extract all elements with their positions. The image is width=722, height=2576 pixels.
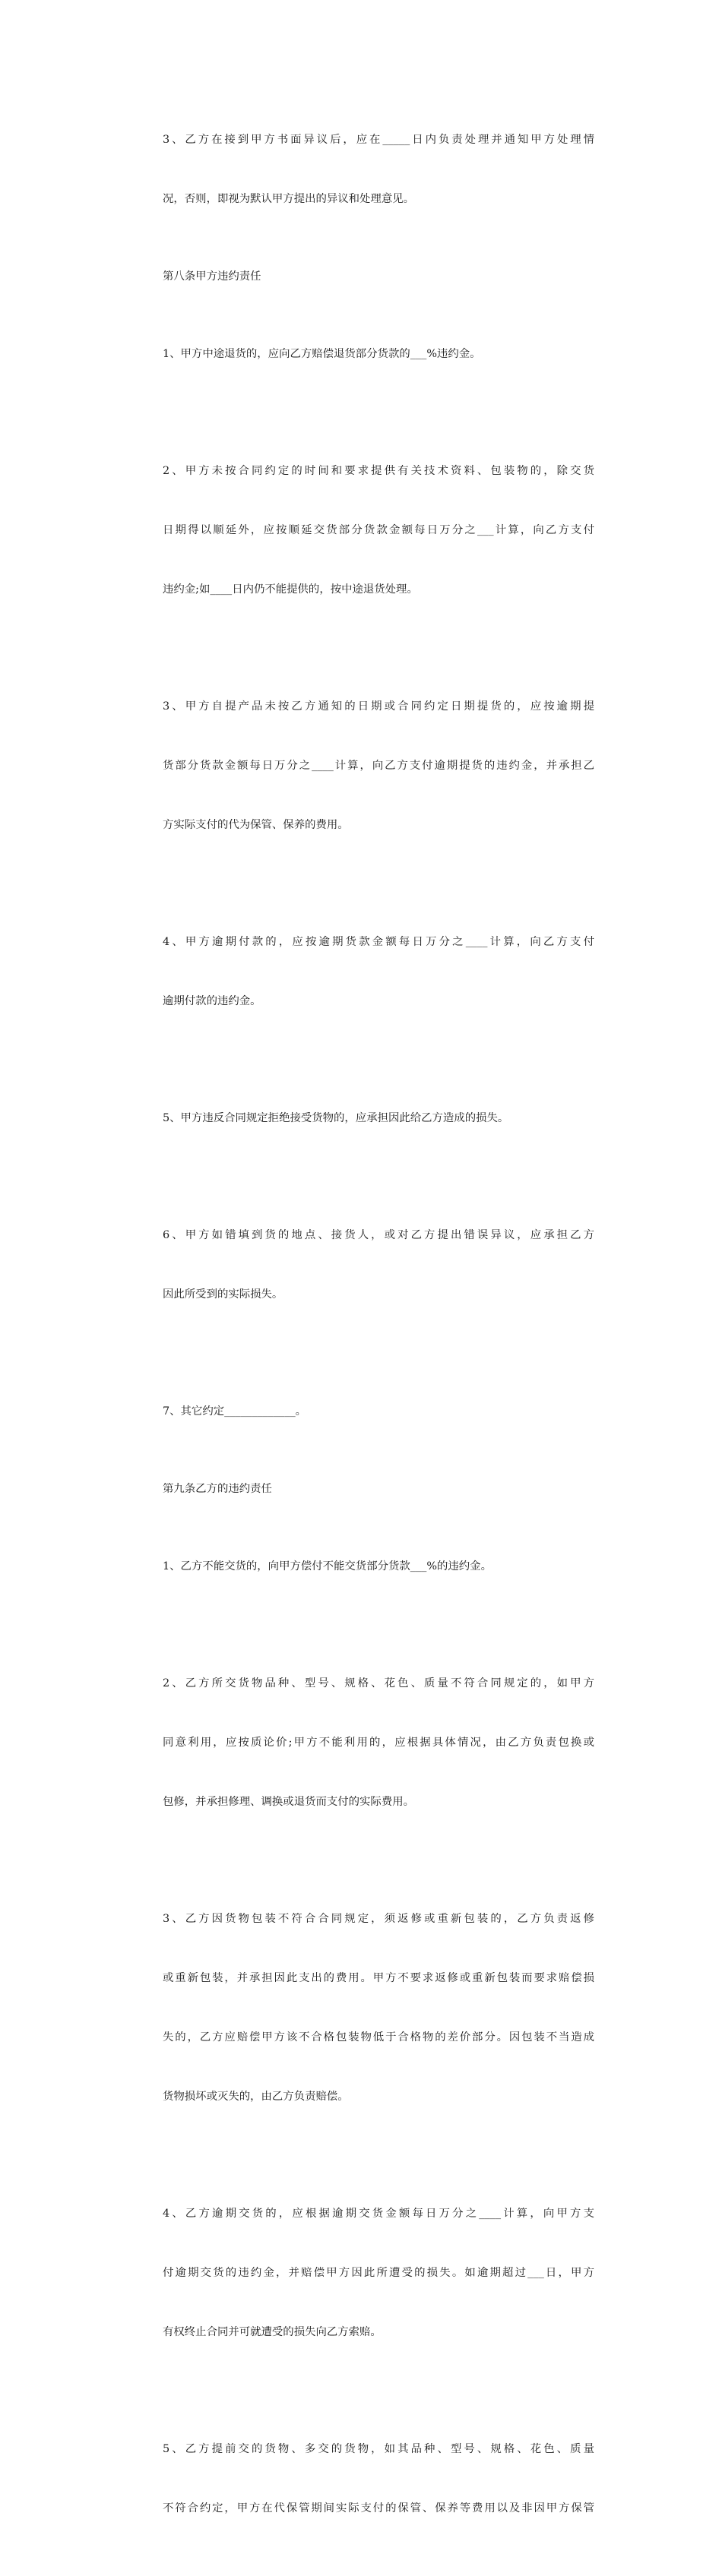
text-line: 5、乙方提前交的货物、多交的货物，如其品种、型号、规格、花色、质量 [163, 2443, 594, 2455]
paragraph-8-3 [138, 657, 594, 874]
paragraph-9-4 [138, 2164, 594, 2382]
text-line: 不符合约定，甲方在代保管期间实际支付的保管、保养等费用以及非因甲方保管 [163, 2502, 594, 2514]
text-line: 或重新包装，并承担因此支出的费用。甲方不要求返修或重新包装而要求赔偿损 [163, 1972, 594, 1984]
text-line: 1、乙方不能交货的，向甲方偿付不能交货部分货款___%的违约金。 [163, 1560, 492, 1572]
text-line: 3、甲方自提产品未按乙方通知的日期或合同约定日期提货的，应按逾期提 [163, 700, 594, 713]
text-line: 2、甲方未按合同约定的时间和要求提供有关技术资料、包装物的，除交货 [163, 465, 594, 477]
text-line: 5、甲方违反合同规定拒绝接受货物的，应承担因此给乙方造成的损失。 [163, 1112, 509, 1124]
text-line: 失的，乙方应赔偿甲方该不合格包装物低于合格物的差价部分。因包装不当造成 [163, 2031, 594, 2043]
text-line: 日期得以顺延外，应按顺延交货部分货款金额每日万分之___计算，向乙方支付 [163, 524, 594, 536]
paragraph-9-1 [138, 1517, 594, 1616]
paragraph-8-2 [138, 422, 594, 639]
text-line: 付逾期交货的违约金，并赔偿甲方因此所遭受的损失。如逾期超过___日，甲方 [163, 2267, 594, 2279]
paragraph-8-4 [138, 893, 594, 1051]
text-line: 2、乙方所交货物品种、型号、规格、花色、质量不符合同规定的，如甲方 [163, 1677, 594, 1689]
text-line: 3、乙方在接到甲方书面异议后，应在_____日内负责处理并通知甲方处理情 [163, 134, 594, 146]
text-line: 方实际支付的代为保管、保养的费用。 [163, 819, 349, 831]
text-line: 包修，并承担修理、调换或退货而支付的实际费用。 [163, 1796, 414, 1808]
article-9-heading: 第九条乙方的违约责任 [163, 1483, 272, 1495]
article-8-heading: 第八条甲方违约责任 [163, 270, 261, 283]
text-line: 货部分货款金额每日万分之____计算，向乙方支付逾期提货的违约金，并承担乙 [163, 760, 594, 772]
paragraph-8-6 [138, 1186, 594, 1344]
text-line: 4、甲方逾期付款的，应按逾期货款金额每日万分之____计算，向乙方支付 [163, 936, 594, 948]
paragraph-9-5 [138, 2400, 594, 2558]
paragraph-8-5 [138, 1069, 594, 1168]
document-page [138, 90, 594, 2576]
paragraph-8-1 [138, 305, 594, 403]
text-line: 7、其它约定_____________。 [163, 1405, 307, 1418]
text-line: 1、甲方中途退货的，应向乙方赔偿退货部分货款的___%违约金。 [163, 348, 481, 360]
text-line: 同意利用，应按质论价;甲方不能利用的，应根据具体情况，由乙方负责包换或 [163, 1737, 594, 1749]
text-line: 货物损坏或灭失的，由乙方负责赔偿。 [163, 2091, 349, 2103]
text-line: 况，否则，即视为默认甲方提出的异议和处理意见。 [163, 193, 414, 205]
text-line: 6、甲方如错填到货的地点、接货人，或对乙方提出错误异议，应承担乙方 [163, 1229, 594, 1241]
text-line: 有权终止合同并可就遭受的损失向乙方索赔。 [163, 2326, 382, 2338]
paragraph-9-2 [138, 1634, 594, 1851]
text-line: 3、乙方因货物包装不符合合同规定，须返修或重新包装的，乙方负责返修 [163, 1913, 594, 1925]
text-line: 因此所受到的实际损失。 [163, 1288, 283, 1301]
paragraph-8-7 [138, 1362, 594, 1461]
paragraph-7-3 [138, 90, 594, 248]
text-line: 违约金;如____日内仍不能提供的，按中途退货处理。 [163, 583, 418, 596]
paragraph-9-3 [138, 1870, 594, 2146]
text-line: 4、乙方逾期交货的，应根据逾期交货金额每日万分之____计算，向甲方支 [163, 2208, 594, 2220]
text-line: 逾期付款的违约金。 [163, 995, 261, 1007]
